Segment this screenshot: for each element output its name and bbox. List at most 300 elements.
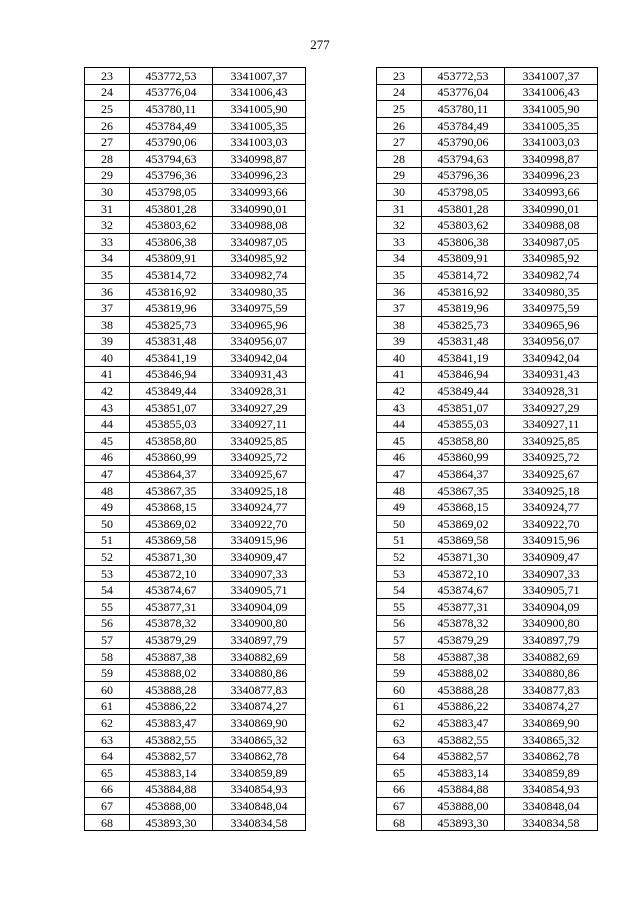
x-coordinate-cell: 453883,47 bbox=[422, 715, 505, 732]
x-coordinate-cell: 453784,49 bbox=[422, 117, 505, 134]
x-coordinate-cell: 453888,28 bbox=[130, 681, 213, 698]
y-coordinate-cell: 3340925,85 bbox=[505, 433, 598, 450]
y-coordinate-cell: 3340865,32 bbox=[505, 731, 598, 748]
point-number-cell: 43 bbox=[85, 399, 130, 416]
y-coordinate-cell: 3340907,33 bbox=[505, 565, 598, 582]
x-coordinate-cell: 453882,55 bbox=[130, 731, 213, 748]
x-coordinate-cell: 453883,14 bbox=[130, 764, 213, 781]
point-number-cell: 41 bbox=[377, 366, 422, 383]
y-coordinate-cell: 3340882,69 bbox=[505, 648, 598, 665]
y-coordinate-cell: 3340987,05 bbox=[505, 233, 598, 250]
point-number-cell: 36 bbox=[85, 283, 130, 300]
table-row bbox=[377, 117, 598, 134]
y-coordinate-cell: 3340931,43 bbox=[213, 366, 306, 383]
x-coordinate-cell: 453877,31 bbox=[422, 599, 505, 616]
point-number-cell: 24 bbox=[377, 84, 422, 101]
table-row bbox=[85, 698, 306, 715]
point-number-cell: 67 bbox=[85, 798, 130, 815]
x-coordinate-cell: 453851,07 bbox=[422, 399, 505, 416]
x-coordinate-cell: 453816,92 bbox=[130, 283, 213, 300]
x-coordinate-cell: 453888,00 bbox=[130, 798, 213, 815]
point-number-cell: 61 bbox=[85, 698, 130, 715]
point-number-cell: 68 bbox=[377, 814, 422, 831]
y-coordinate-cell: 3340909,47 bbox=[505, 549, 598, 566]
y-coordinate-cell: 3340904,09 bbox=[213, 599, 306, 616]
y-coordinate-cell: 3340990,01 bbox=[505, 200, 598, 217]
y-coordinate-cell: 3341005,90 bbox=[213, 101, 306, 118]
y-coordinate-cell: 3341007,37 bbox=[213, 68, 306, 85]
y-coordinate-cell: 3340956,07 bbox=[505, 333, 598, 350]
x-coordinate-cell: 453869,02 bbox=[422, 516, 505, 533]
x-coordinate-cell: 453864,37 bbox=[130, 466, 213, 483]
x-coordinate-cell: 453886,22 bbox=[130, 698, 213, 715]
y-coordinate-cell: 3340862,78 bbox=[213, 748, 306, 765]
point-number-cell: 31 bbox=[85, 200, 130, 217]
y-coordinate-cell: 3340880,86 bbox=[213, 665, 306, 682]
table-row bbox=[377, 101, 598, 118]
x-coordinate-cell: 453879,29 bbox=[422, 632, 505, 649]
point-number-cell: 49 bbox=[85, 499, 130, 516]
x-coordinate-cell: 453841,19 bbox=[130, 350, 213, 367]
y-coordinate-cell: 3340865,32 bbox=[213, 731, 306, 748]
point-number-cell: 36 bbox=[377, 283, 422, 300]
x-coordinate-cell: 453798,05 bbox=[130, 184, 213, 201]
x-coordinate-cell: 453869,58 bbox=[422, 532, 505, 549]
x-coordinate-cell: 453874,67 bbox=[422, 582, 505, 599]
table-row bbox=[85, 383, 306, 400]
x-coordinate-cell: 453860,99 bbox=[422, 449, 505, 466]
x-coordinate-cell: 453878,32 bbox=[130, 615, 213, 632]
table-row bbox=[377, 433, 598, 450]
table-row bbox=[85, 599, 306, 616]
table-row bbox=[85, 715, 306, 732]
y-coordinate-cell: 3340927,11 bbox=[505, 416, 598, 433]
table-row bbox=[377, 648, 598, 665]
point-number-cell: 26 bbox=[377, 117, 422, 134]
y-coordinate-cell: 3340907,33 bbox=[213, 565, 306, 582]
table-row bbox=[377, 814, 598, 831]
table-row bbox=[85, 316, 306, 333]
point-number-cell: 48 bbox=[85, 482, 130, 499]
y-coordinate-cell: 3340987,05 bbox=[213, 233, 306, 250]
table-row bbox=[85, 615, 306, 632]
point-number-cell: 43 bbox=[377, 399, 422, 416]
point-number-cell: 46 bbox=[85, 449, 130, 466]
table-row bbox=[85, 350, 306, 367]
table-row bbox=[85, 482, 306, 499]
y-coordinate-cell: 3341006,43 bbox=[213, 84, 306, 101]
point-number-cell: 63 bbox=[85, 731, 130, 748]
x-coordinate-cell: 453846,94 bbox=[130, 366, 213, 383]
point-number-cell: 23 bbox=[377, 68, 422, 85]
table-row bbox=[85, 665, 306, 682]
point-number-cell: 47 bbox=[85, 466, 130, 483]
y-coordinate-cell: 3340897,79 bbox=[213, 632, 306, 649]
y-coordinate-cell: 3341005,90 bbox=[505, 101, 598, 118]
table-row bbox=[85, 648, 306, 665]
x-coordinate-cell: 453884,88 bbox=[130, 781, 213, 798]
y-coordinate-cell: 3340924,77 bbox=[213, 499, 306, 516]
point-number-cell: 25 bbox=[377, 101, 422, 118]
y-coordinate-cell: 3340874,27 bbox=[505, 698, 598, 715]
table-row bbox=[85, 781, 306, 798]
table-row bbox=[85, 731, 306, 748]
point-number-cell: 32 bbox=[85, 217, 130, 234]
y-coordinate-cell: 3340965,96 bbox=[505, 316, 598, 333]
table-row bbox=[377, 399, 598, 416]
point-number-cell: 54 bbox=[377, 582, 422, 599]
table-row bbox=[377, 748, 598, 765]
x-coordinate-cell: 453784,49 bbox=[130, 117, 213, 134]
point-number-cell: 65 bbox=[377, 764, 422, 781]
y-coordinate-cell: 3340880,86 bbox=[505, 665, 598, 682]
table-row bbox=[377, 781, 598, 798]
y-coordinate-cell: 3340848,04 bbox=[213, 798, 306, 815]
y-coordinate-cell: 3340928,31 bbox=[505, 383, 598, 400]
y-coordinate-cell: 3340993,66 bbox=[505, 184, 598, 201]
y-coordinate-cell: 3340859,89 bbox=[213, 764, 306, 781]
x-coordinate-cell: 453809,91 bbox=[130, 250, 213, 267]
point-number-cell: 44 bbox=[377, 416, 422, 433]
y-coordinate-cell: 3340998,87 bbox=[213, 150, 306, 167]
x-coordinate-cell: 453798,05 bbox=[422, 184, 505, 201]
y-coordinate-cell: 3340922,70 bbox=[505, 516, 598, 533]
y-coordinate-cell: 3340905,71 bbox=[213, 582, 306, 599]
point-number-cell: 55 bbox=[85, 599, 130, 616]
table-row bbox=[377, 731, 598, 748]
table-row bbox=[85, 250, 306, 267]
table-row bbox=[377, 615, 598, 632]
table-row bbox=[85, 549, 306, 566]
x-coordinate-cell: 453883,47 bbox=[130, 715, 213, 732]
x-coordinate-cell: 453888,28 bbox=[422, 681, 505, 698]
table-row bbox=[85, 399, 306, 416]
x-coordinate-cell: 453882,57 bbox=[130, 748, 213, 765]
y-coordinate-cell: 3340869,90 bbox=[505, 715, 598, 732]
x-coordinate-cell: 453825,73 bbox=[422, 316, 505, 333]
y-coordinate-cell: 3340982,74 bbox=[213, 267, 306, 284]
point-number-cell: 25 bbox=[85, 101, 130, 118]
table-row bbox=[85, 582, 306, 599]
point-number-cell: 62 bbox=[377, 715, 422, 732]
table-row bbox=[85, 632, 306, 649]
y-coordinate-cell: 3340877,83 bbox=[505, 681, 598, 698]
table-row bbox=[85, 433, 306, 450]
point-number-cell: 55 bbox=[377, 599, 422, 616]
x-coordinate-cell: 453867,35 bbox=[422, 482, 505, 499]
x-coordinate-cell: 453846,94 bbox=[422, 366, 505, 383]
table-row bbox=[377, 217, 598, 234]
point-number-cell: 56 bbox=[377, 615, 422, 632]
point-number-cell: 57 bbox=[85, 632, 130, 649]
table-row bbox=[85, 233, 306, 250]
y-coordinate-cell: 3340848,04 bbox=[505, 798, 598, 815]
y-coordinate-cell: 3340942,04 bbox=[505, 350, 598, 367]
point-number-cell: 60 bbox=[85, 681, 130, 698]
table-row bbox=[377, 416, 598, 433]
x-coordinate-cell: 453855,03 bbox=[130, 416, 213, 433]
x-coordinate-cell: 453893,30 bbox=[130, 814, 213, 831]
table-row bbox=[85, 764, 306, 781]
table-row bbox=[85, 499, 306, 516]
x-coordinate-cell: 453819,96 bbox=[130, 300, 213, 317]
point-number-cell: 64 bbox=[377, 748, 422, 765]
point-number-cell: 46 bbox=[377, 449, 422, 466]
x-coordinate-cell: 453814,72 bbox=[130, 267, 213, 284]
table-row bbox=[377, 167, 598, 184]
point-number-cell: 63 bbox=[377, 731, 422, 748]
point-number-cell: 49 bbox=[377, 499, 422, 516]
table-row bbox=[377, 350, 598, 367]
point-number-cell: 48 bbox=[377, 482, 422, 499]
x-coordinate-cell: 453858,80 bbox=[422, 433, 505, 450]
y-coordinate-cell: 3340927,29 bbox=[213, 399, 306, 416]
x-coordinate-cell: 453831,48 bbox=[422, 333, 505, 350]
table-row bbox=[85, 217, 306, 234]
table-row bbox=[377, 449, 598, 466]
x-coordinate-cell: 453780,11 bbox=[422, 101, 505, 118]
y-coordinate-cell: 3340869,90 bbox=[213, 715, 306, 732]
x-coordinate-cell: 453868,15 bbox=[422, 499, 505, 516]
x-coordinate-cell: 453858,80 bbox=[130, 433, 213, 450]
x-coordinate-cell: 453796,36 bbox=[422, 167, 505, 184]
x-coordinate-cell: 453794,63 bbox=[422, 150, 505, 167]
y-coordinate-cell: 3340922,70 bbox=[213, 516, 306, 533]
y-coordinate-cell: 3340859,89 bbox=[505, 764, 598, 781]
table-row bbox=[377, 150, 598, 167]
y-coordinate-cell: 3340834,58 bbox=[505, 814, 598, 831]
point-number-cell: 50 bbox=[377, 516, 422, 533]
table-row bbox=[377, 532, 598, 549]
y-coordinate-cell: 3340900,80 bbox=[505, 615, 598, 632]
point-number-cell: 47 bbox=[377, 466, 422, 483]
y-coordinate-cell: 3340909,47 bbox=[213, 549, 306, 566]
table-row bbox=[85, 565, 306, 582]
table-row bbox=[85, 134, 306, 151]
point-number-cell: 32 bbox=[377, 217, 422, 234]
table-row bbox=[377, 200, 598, 217]
table-row bbox=[377, 549, 598, 566]
table-row bbox=[377, 84, 598, 101]
table-row bbox=[377, 333, 598, 350]
table-row bbox=[377, 316, 598, 333]
y-coordinate-cell: 3340925,67 bbox=[213, 466, 306, 483]
x-coordinate-cell: 453819,96 bbox=[422, 300, 505, 317]
point-number-cell: 38 bbox=[85, 316, 130, 333]
table-row bbox=[377, 715, 598, 732]
y-coordinate-cell: 3340942,04 bbox=[213, 350, 306, 367]
y-coordinate-cell: 3340854,93 bbox=[505, 781, 598, 798]
point-number-cell: 45 bbox=[377, 433, 422, 450]
x-coordinate-cell: 453776,04 bbox=[130, 84, 213, 101]
table-row bbox=[377, 134, 598, 151]
x-coordinate-cell: 453874,67 bbox=[130, 582, 213, 599]
point-number-cell: 30 bbox=[377, 184, 422, 201]
x-coordinate-cell: 453831,48 bbox=[130, 333, 213, 350]
x-coordinate-cell: 453803,62 bbox=[422, 217, 505, 234]
point-number-cell: 35 bbox=[85, 267, 130, 284]
y-coordinate-cell: 3340931,43 bbox=[505, 366, 598, 383]
y-coordinate-cell: 3340988,08 bbox=[505, 217, 598, 234]
point-number-cell: 52 bbox=[85, 549, 130, 566]
table-row bbox=[85, 466, 306, 483]
table-row bbox=[85, 532, 306, 549]
point-number-cell: 50 bbox=[85, 516, 130, 533]
table-row bbox=[377, 250, 598, 267]
table-row bbox=[377, 482, 598, 499]
point-number-cell: 52 bbox=[377, 549, 422, 566]
point-number-cell: 65 bbox=[85, 764, 130, 781]
x-coordinate-cell: 453886,22 bbox=[422, 698, 505, 715]
point-number-cell: 61 bbox=[377, 698, 422, 715]
table-row bbox=[85, 366, 306, 383]
table-row bbox=[377, 366, 598, 383]
x-coordinate-cell: 453849,44 bbox=[130, 383, 213, 400]
y-coordinate-cell: 3341003,03 bbox=[213, 134, 306, 151]
y-coordinate-cell: 3340993,66 bbox=[213, 184, 306, 201]
y-coordinate-cell: 3340925,85 bbox=[213, 433, 306, 450]
x-coordinate-cell: 453801,28 bbox=[422, 200, 505, 217]
x-coordinate-cell: 453887,38 bbox=[130, 648, 213, 665]
point-number-cell: 60 bbox=[377, 681, 422, 698]
y-coordinate-cell: 3340998,87 bbox=[505, 150, 598, 167]
y-coordinate-cell: 3340988,08 bbox=[213, 217, 306, 234]
table-row bbox=[377, 499, 598, 516]
y-coordinate-cell: 3340915,96 bbox=[213, 532, 306, 549]
x-coordinate-cell: 453851,07 bbox=[130, 399, 213, 416]
point-number-cell: 28 bbox=[377, 150, 422, 167]
y-coordinate-cell: 3340996,23 bbox=[505, 167, 598, 184]
x-coordinate-cell: 453790,06 bbox=[130, 134, 213, 151]
point-number-cell: 45 bbox=[85, 433, 130, 450]
table-row bbox=[85, 416, 306, 433]
point-number-cell: 24 bbox=[85, 84, 130, 101]
point-number-cell: 51 bbox=[377, 532, 422, 549]
x-coordinate-cell: 453871,30 bbox=[422, 549, 505, 566]
point-number-cell: 39 bbox=[377, 333, 422, 350]
point-number-cell: 58 bbox=[85, 648, 130, 665]
table-row bbox=[377, 798, 598, 815]
point-number-cell: 23 bbox=[85, 68, 130, 85]
x-coordinate-cell: 453801,28 bbox=[130, 200, 213, 217]
table-row bbox=[85, 814, 306, 831]
table-row bbox=[377, 632, 598, 649]
y-coordinate-cell: 3340925,18 bbox=[505, 482, 598, 499]
x-coordinate-cell: 453869,02 bbox=[130, 516, 213, 533]
table-row bbox=[377, 681, 598, 698]
point-number-cell: 30 bbox=[85, 184, 130, 201]
table-row bbox=[377, 267, 598, 284]
y-coordinate-cell: 3340927,11 bbox=[213, 416, 306, 433]
y-coordinate-cell: 3340982,74 bbox=[505, 267, 598, 284]
table-row bbox=[377, 599, 598, 616]
point-number-cell: 38 bbox=[377, 316, 422, 333]
x-coordinate-cell: 453872,10 bbox=[130, 565, 213, 582]
x-coordinate-cell: 453772,53 bbox=[422, 68, 505, 85]
table-row bbox=[85, 449, 306, 466]
y-coordinate-cell: 3341006,43 bbox=[505, 84, 598, 101]
point-number-cell: 42 bbox=[85, 383, 130, 400]
table-row bbox=[85, 167, 306, 184]
x-coordinate-cell: 453780,11 bbox=[130, 101, 213, 118]
x-coordinate-cell: 453794,63 bbox=[130, 150, 213, 167]
y-coordinate-cell: 3340854,93 bbox=[213, 781, 306, 798]
table-row bbox=[377, 68, 598, 85]
point-number-cell: 27 bbox=[377, 134, 422, 151]
table-row bbox=[377, 283, 598, 300]
table-row bbox=[85, 516, 306, 533]
table-row bbox=[377, 184, 598, 201]
table-row bbox=[377, 764, 598, 781]
point-number-cell: 59 bbox=[85, 665, 130, 682]
point-number-cell: 66 bbox=[377, 781, 422, 798]
y-coordinate-cell: 3340925,67 bbox=[505, 466, 598, 483]
point-number-cell: 26 bbox=[85, 117, 130, 134]
point-number-cell: 66 bbox=[85, 781, 130, 798]
x-coordinate-cell: 453869,58 bbox=[130, 532, 213, 549]
point-number-cell: 33 bbox=[377, 233, 422, 250]
point-number-cell: 29 bbox=[377, 167, 422, 184]
table-row bbox=[85, 333, 306, 350]
table-row bbox=[377, 698, 598, 715]
y-coordinate-cell: 3341005,35 bbox=[213, 117, 306, 134]
y-coordinate-cell: 3340928,31 bbox=[213, 383, 306, 400]
point-number-cell: 34 bbox=[377, 250, 422, 267]
x-coordinate-cell: 453888,02 bbox=[130, 665, 213, 682]
y-coordinate-cell: 3340985,92 bbox=[505, 250, 598, 267]
point-number-cell: 58 bbox=[377, 648, 422, 665]
x-coordinate-cell: 453806,38 bbox=[130, 233, 213, 250]
x-coordinate-cell: 453879,29 bbox=[130, 632, 213, 649]
table-row bbox=[85, 681, 306, 698]
table-row bbox=[85, 300, 306, 317]
table-row bbox=[85, 68, 306, 85]
y-coordinate-cell: 3340925,18 bbox=[213, 482, 306, 499]
x-coordinate-cell: 453877,31 bbox=[130, 599, 213, 616]
x-coordinate-cell: 453893,30 bbox=[422, 814, 505, 831]
table-row bbox=[85, 101, 306, 118]
x-coordinate-cell: 453814,72 bbox=[422, 267, 505, 284]
point-number-cell: 68 bbox=[85, 814, 130, 831]
point-number-cell: 51 bbox=[85, 532, 130, 549]
coordinates-table-left bbox=[84, 67, 306, 831]
point-number-cell: 42 bbox=[377, 383, 422, 400]
x-coordinate-cell: 453882,55 bbox=[422, 731, 505, 748]
point-number-cell: 39 bbox=[85, 333, 130, 350]
table-row bbox=[377, 582, 598, 599]
table-row bbox=[85, 184, 306, 201]
table-row bbox=[377, 665, 598, 682]
y-coordinate-cell: 3340965,96 bbox=[213, 316, 306, 333]
y-coordinate-cell: 3340877,83 bbox=[213, 681, 306, 698]
x-coordinate-cell: 453772,53 bbox=[130, 68, 213, 85]
y-coordinate-cell: 3340925,72 bbox=[213, 449, 306, 466]
y-coordinate-cell: 3340980,35 bbox=[213, 283, 306, 300]
y-coordinate-cell: 3340980,35 bbox=[505, 283, 598, 300]
x-coordinate-cell: 453878,32 bbox=[422, 615, 505, 632]
y-coordinate-cell: 3340925,72 bbox=[505, 449, 598, 466]
point-number-cell: 44 bbox=[85, 416, 130, 433]
point-number-cell: 33 bbox=[85, 233, 130, 250]
x-coordinate-cell: 453806,38 bbox=[422, 233, 505, 250]
x-coordinate-cell: 453868,15 bbox=[130, 499, 213, 516]
point-number-cell: 53 bbox=[85, 565, 130, 582]
table-row bbox=[85, 798, 306, 815]
x-coordinate-cell: 453790,06 bbox=[422, 134, 505, 151]
point-number-cell: 35 bbox=[377, 267, 422, 284]
table-row bbox=[85, 117, 306, 134]
x-coordinate-cell: 453887,38 bbox=[422, 648, 505, 665]
